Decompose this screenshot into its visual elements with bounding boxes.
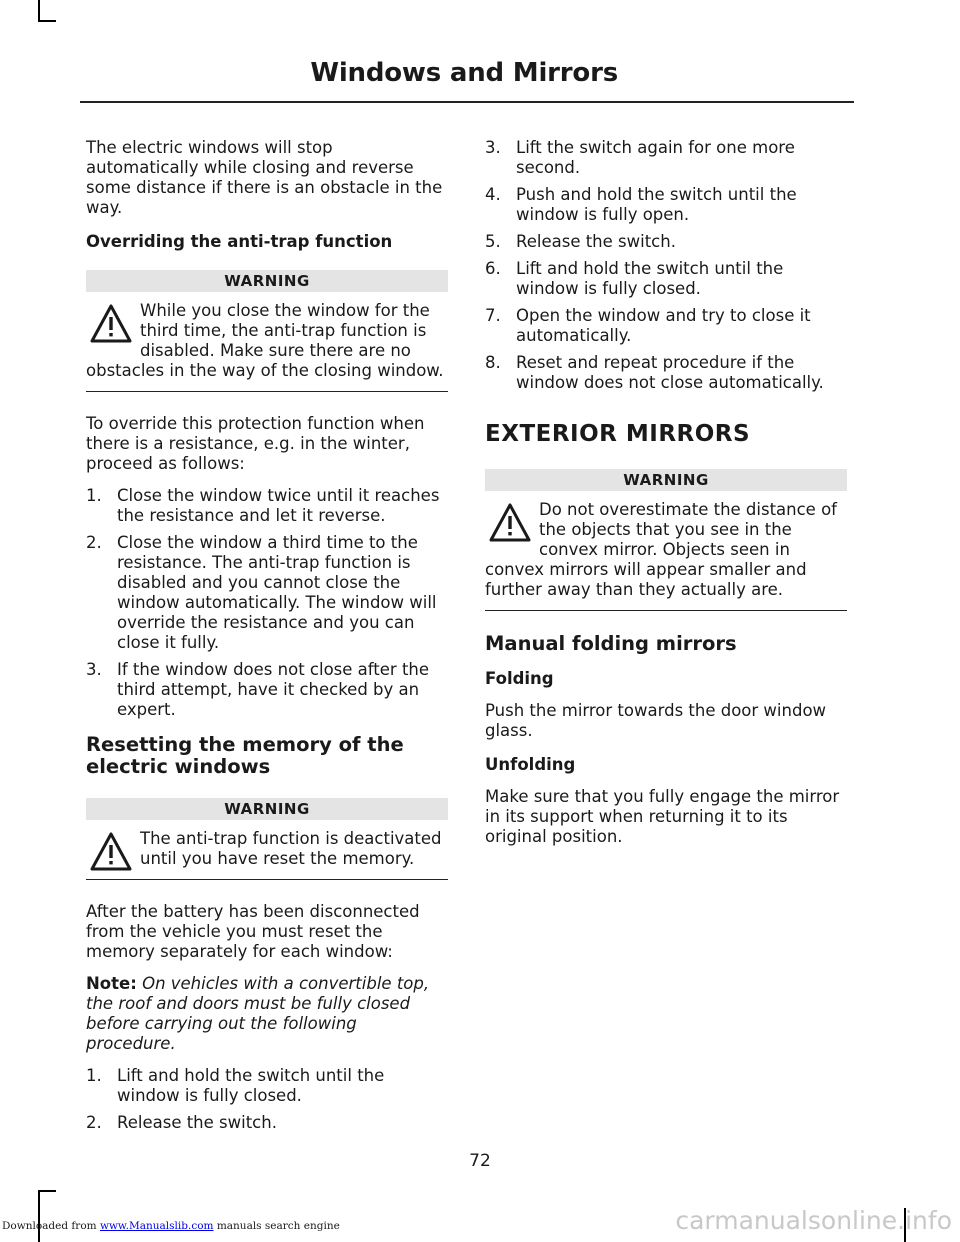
reset-steps-list — [86, 1066, 448, 1133]
watermark: carmanualsonline.info — [675, 1206, 952, 1235]
list-number: 7. — [485, 306, 501, 325]
list-item — [485, 232, 847, 252]
reset-steps-continued-list — [485, 138, 847, 393]
reset-heading: Resetting the memory of the electric windows — [86, 733, 404, 778]
list-text: Release the switch. — [516, 232, 676, 251]
list-item — [86, 660, 448, 720]
override-heading: Overriding the anti-trap function — [86, 232, 393, 251]
list-text: Lift the switch again for one more second. — [516, 138, 795, 177]
override-paragraph: To override this protection function when there is a resistance, e.g. in the winter, proceed as follows: — [86, 414, 425, 473]
list-number: 4. — [485, 185, 501, 204]
list-number: 2. — [86, 533, 102, 552]
override-steps-list — [86, 486, 448, 720]
list-item — [86, 533, 448, 653]
list-text: Close the window a third time to the resistance. The anti-trap function is disabled and you cannot close the window automatically. The window will override the resistance and you can close it fully. — [117, 533, 437, 652]
crop-mark — [38, 0, 40, 22]
list-item — [485, 353, 847, 393]
warning-text: While you close the window for the third time, the anti-trap function is disabled. Make sure there are no obstacles in the way of the closing window. — [86, 301, 444, 380]
warning-label: WARNING — [485, 469, 847, 491]
list-number: 3. — [485, 138, 501, 157]
exterior-mirrors-heading: EXTERIOR MIRRORS — [485, 421, 751, 447]
list-text: If the window does not close after the third attempt, have it checked by an expert. — [117, 660, 430, 719]
warning-body — [485, 500, 847, 611]
page-number: 72 — [469, 1151, 491, 1171]
list-item — [86, 486, 448, 526]
list-number: 5. — [485, 232, 501, 251]
warning-triangle-icon — [90, 303, 132, 345]
folding-paragraph: Push the mirror towards the door window glass. — [485, 701, 827, 740]
note-paragraph — [86, 974, 448, 1054]
warning-label: WARNING — [86, 270, 448, 292]
list-number: 1. — [86, 1066, 102, 1085]
crop-mark — [38, 20, 56, 22]
list-text: Release the switch. — [117, 1113, 277, 1132]
list-number: 6. — [485, 259, 501, 278]
warning-label: WARNING — [86, 798, 448, 820]
warning-body — [86, 829, 448, 880]
folding-heading: Folding — [485, 669, 554, 688]
list-number: 8. — [485, 353, 501, 372]
list-text: Lift and hold the switch until the window is fully closed. — [516, 259, 784, 298]
manualslib-link[interactable]: www.Manualslib.com — [99, 1220, 214, 1232]
left-column — [86, 138, 448, 1145]
reset-paragraph: After the battery has been disconnected from the vehicle you must reset the memory separately for each window: — [86, 902, 420, 961]
note-label: Note: — [86, 974, 137, 993]
list-number: 1. — [86, 486, 102, 505]
unfolding-paragraph: Make sure that you fully engage the mirror in its support when returning it to its original position. — [485, 787, 840, 846]
warning-box — [485, 469, 847, 611]
list-item — [485, 185, 847, 225]
crop-mark — [38, 1190, 40, 1242]
footer-source — [2, 1220, 340, 1232]
header-divider — [80, 101, 854, 103]
footer-suffix: manuals search engine — [213, 1220, 340, 1232]
warning-triangle-icon — [489, 502, 531, 544]
intro-paragraph: The electric windows will stop automatically while closing and reverse some distance if there is an obstacle in the way. — [86, 138, 443, 217]
manual-folding-heading: Manual folding mirrors — [485, 632, 737, 655]
list-item — [485, 306, 847, 346]
list-text: Lift and hold the switch until the window is fully closed. — [117, 1066, 385, 1105]
warning-body — [86, 301, 448, 392]
list-item — [485, 138, 847, 178]
warning-triangle-icon — [90, 831, 132, 873]
list-item — [485, 259, 847, 299]
list-text: Push and hold the switch until the window is fully open. — [516, 185, 797, 224]
page-title: Windows and Mirrors — [310, 58, 618, 88]
unfolding-heading: Unfolding — [485, 755, 576, 774]
list-item — [86, 1113, 448, 1133]
list-number: 3. — [86, 660, 102, 679]
warning-box — [86, 798, 448, 880]
crop-mark — [38, 1190, 56, 1192]
warning-text: Do not overestimate the distance of the objects that you see in the convex mirror. Objects seen in convex mirrors will appear smaller and further away than they actually are. — [485, 500, 837, 599]
right-column — [485, 138, 847, 859]
list-number: 2. — [86, 1113, 102, 1132]
note-text: On vehicles with a convertible top, the roof and doors must be fully closed before carrying out the following procedure. — [86, 974, 430, 1053]
list-item — [86, 1066, 448, 1106]
list-text: Open the window and try to close it automatically. — [516, 306, 811, 345]
list-text: Close the window twice until it reaches the resistance and let it reverse. — [117, 486, 440, 525]
warning-box — [86, 270, 448, 392]
warning-text: The anti-trap function is deactivated until you have reset the memory. — [140, 829, 442, 868]
list-text: Reset and repeat procedure if the window does not close automatically. — [516, 353, 824, 392]
footer-prefix: Downloaded from — [2, 1220, 100, 1232]
